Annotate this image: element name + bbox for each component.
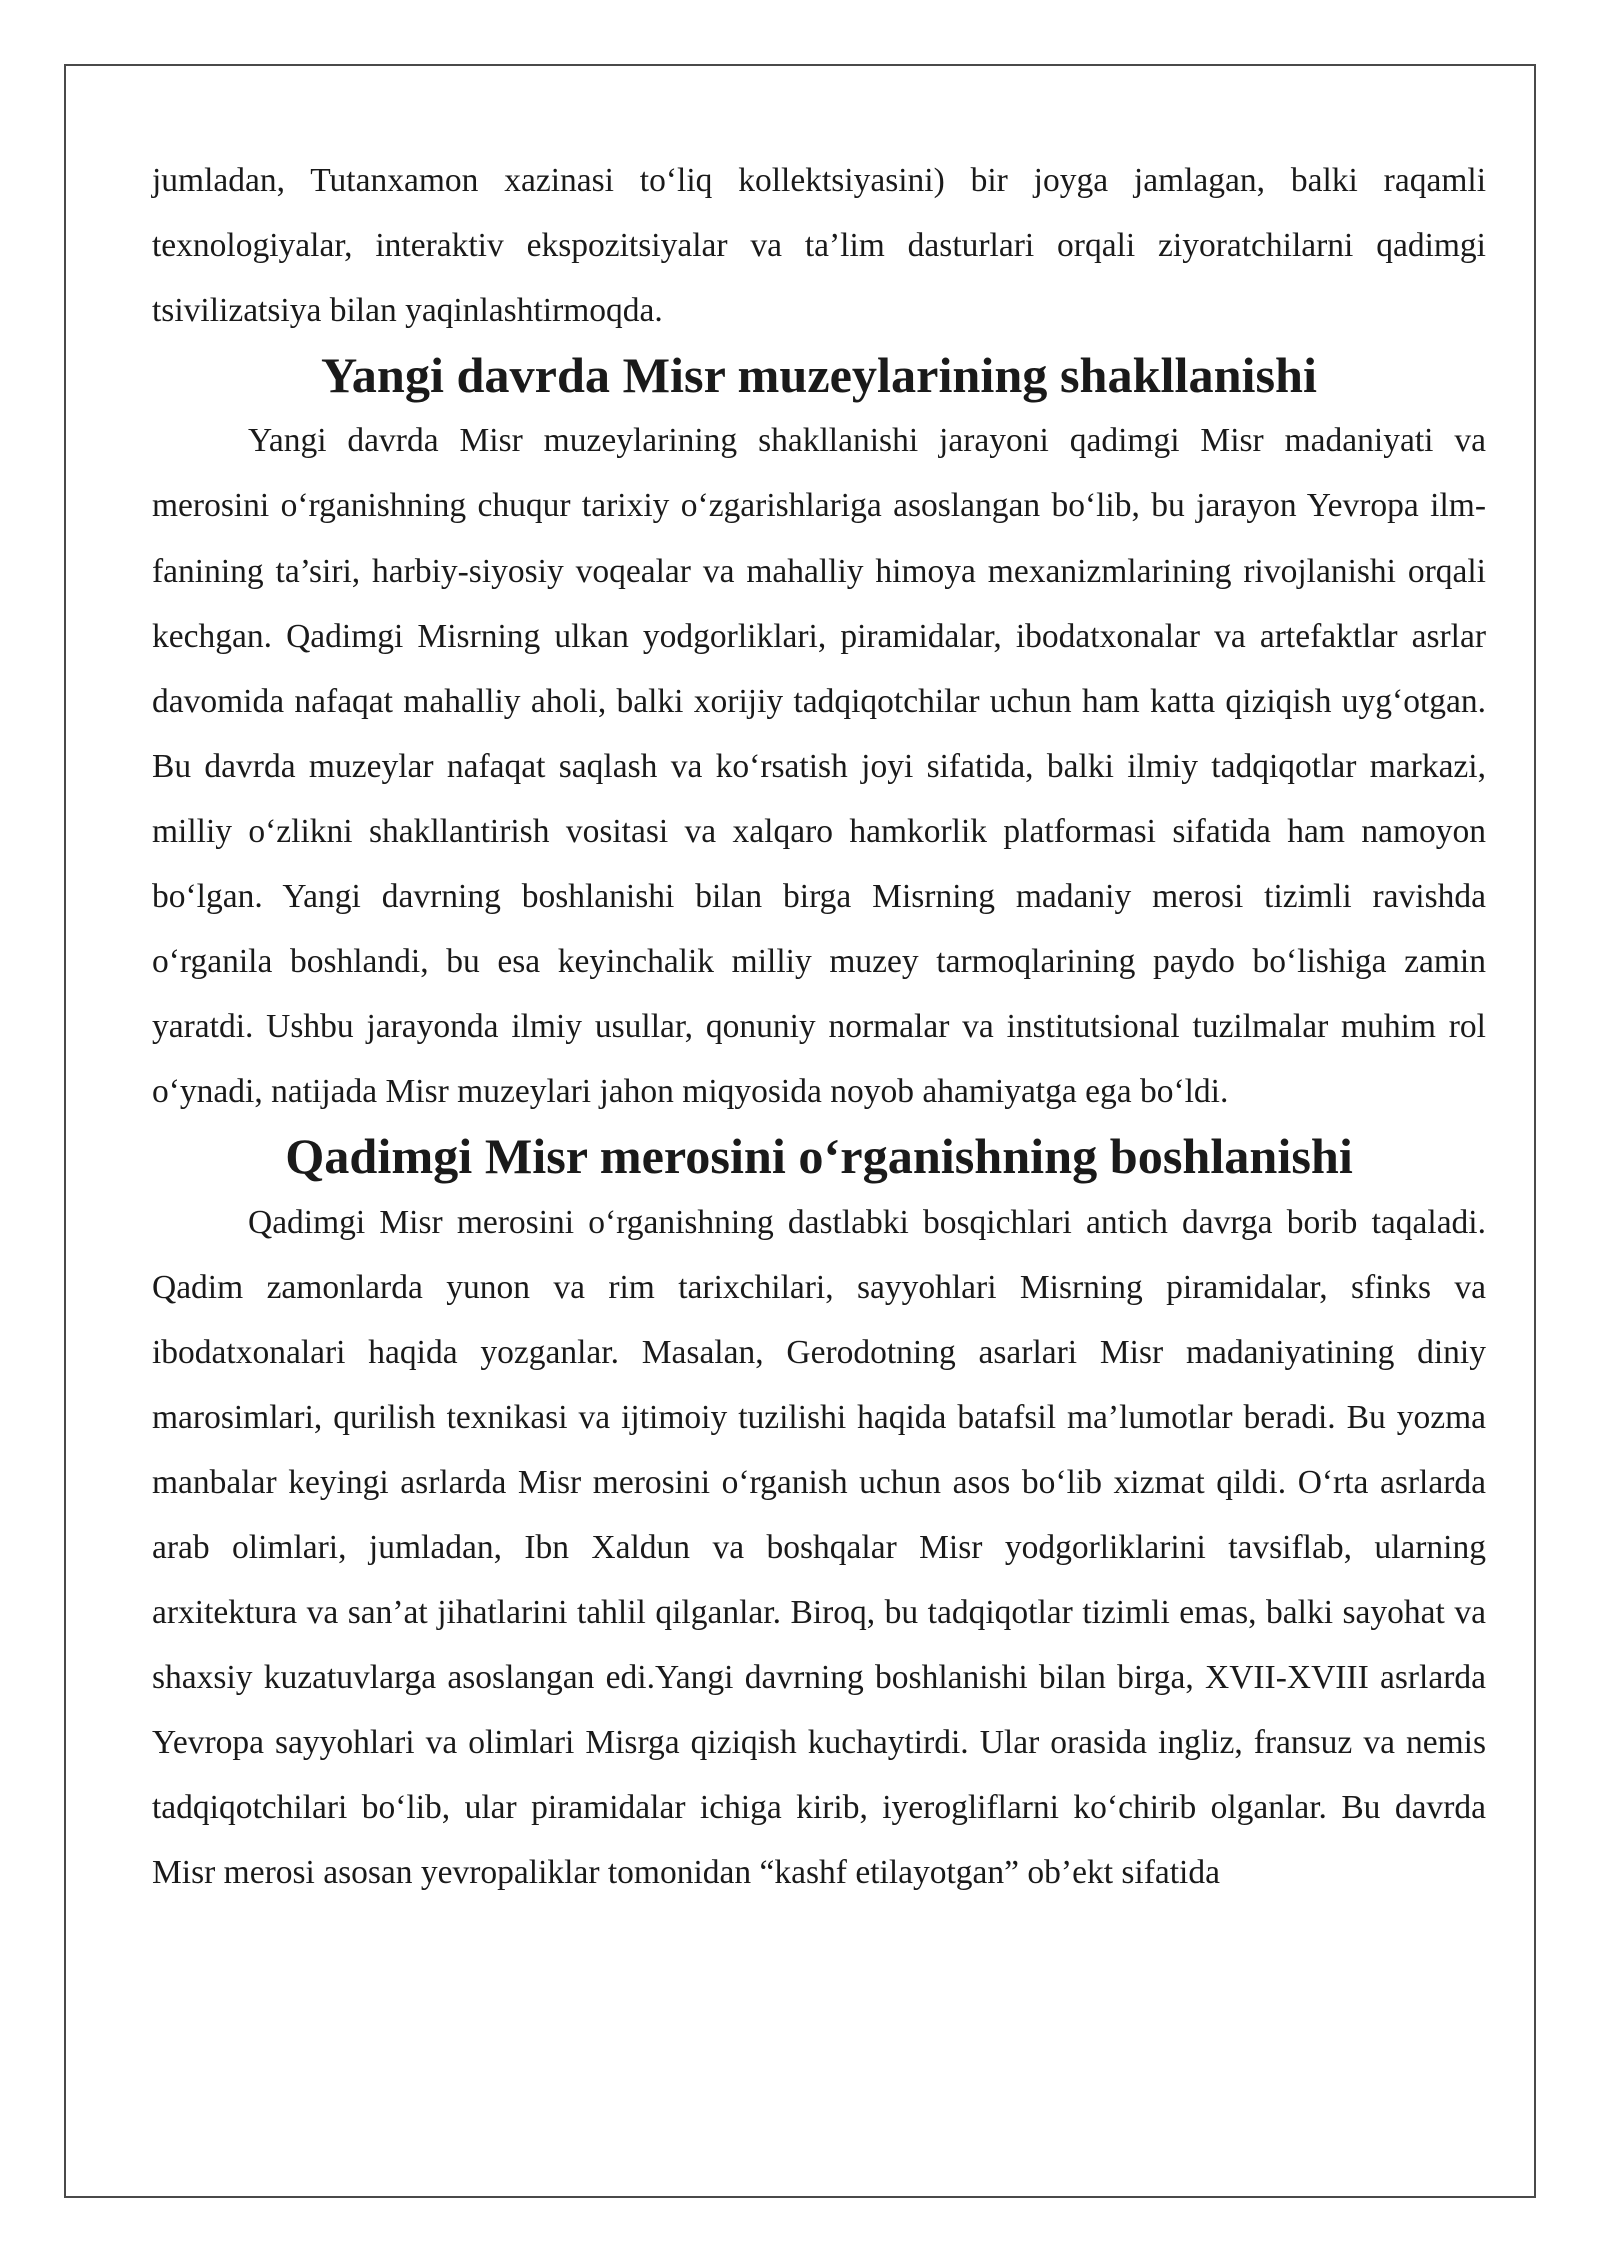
opening-paragraph: jumladan, Tutanxamon xazinasi to‘liq kollektsiyasini) bir joyga jamlagan, balki raqamli texnologiyalar, interaktiv ekspozitsiyalar va ta’lim dasturlari orqali ziyoratchilarni qadimgi tsivilizatsiya bilan yaqinlashtirmoqda. (152, 162, 1486, 330)
document-body (152, 148, 1486, 1906)
section-paragraph-museums: Yangi davrda Misr muzeylarining shakllanishi jarayoni qadimgi Misr madaniyati va merosini o‘rganishning chuqur tarixiy o‘zgarishlariga asoslangan bo‘lib, bu jarayon Yevropa ilm-fanining ta’siri, harbiy-siyosiy voqealar va mahalliy himoya mexanizmlarining rivojlanishi orqali kechgan. Qadimgi Misrning ulkan yodgorliklari, piramidalar, ibodatxonalar va artefaktlar asrlar davomida nafaqat mahalliy aholi, balki xorijiy tadqiqotchilar uchun ham katta qiziqish uyg‘otgan. Bu davrda muzeylar nafaqat saqlash va ko‘rsatish joyi sifatida, balki ilmiy tadqiqotlar markazi, milliy o‘zlikni shakllantirish vositasi va xalqaro hamkorlik platformasi sifatida ham namoyon bo‘lgan. Yangi davrning boshlanishi bilan birga Misrning madaniy merosi tizimli ravishda o‘rganila boshlandi, bu esa keyinchalik milliy muzey tarmoqlarining paydo bo‘lishiga zamin yaratdi. Ushbu jarayonda ilmiy usullar, qonuniy normalar va institutsional tuzilmalar muhim rol o‘ynadi, natijada Misr muzeylari jahon miqyosida noyob ahamiyatga ega bo‘ldi. (152, 422, 1486, 1111)
section-paragraph-heritage-study: Qadimgi Misr merosini o‘rganishning dastlabki bosqichlari antich davrga borib taqaladi. Qadim zamonlarda yunon va rim tarixchilari, sayyohlari Misrning piramidalar, sfinks va ibodatxonalari haqida yozganlar. Masalan, Gerodotning asarlari Misr madaniyatining diniy marosimlari, qurilish texnikasi va ijtimoiy tuzilishi haqida batafsil ma’lumotlar beradi. Bu yozma manbalar keyingi asrlarda Misr merosini o‘rganish uchun asos bo‘lib xizmat qildi. O‘rta asrlarda arab olimlari, jumladan, Ibn Xaldun va boshqalar Misr yodgorliklarini tavsiflab, ularning arxitektura va san’at jihatlarini tahlil qilganlar. Biroq, bu tadqiqotlar tizimli emas, balki sayohat va shaxsiy kuzatuvlarga asoslangan edi.Yangi davrning boshlanishi bilan birga, XVII-XVIII asrlarda Yevropa sayyohlari va olimlari Misrga qiziqish kuchaytirdi. Ular orasida ingliz, fransuz va nemis tadqiqotchilari bo‘lib, ular piramidalar ichiga kirib, iyerogliflarni ko‘chirib olganlar. Bu davrda Misr merosi asosan yevropaliklar tomonidan “kashf etilayotgan” ob’ekt sifatida (152, 1203, 1486, 1892)
section-heading-heritage-study: Qadimgi Misr merosini o‘rganishning boshlanishi (285, 1128, 1353, 1185)
section-heading-museums: Yangi davrda Misr muzeylarining shakllanishi (321, 347, 1317, 404)
